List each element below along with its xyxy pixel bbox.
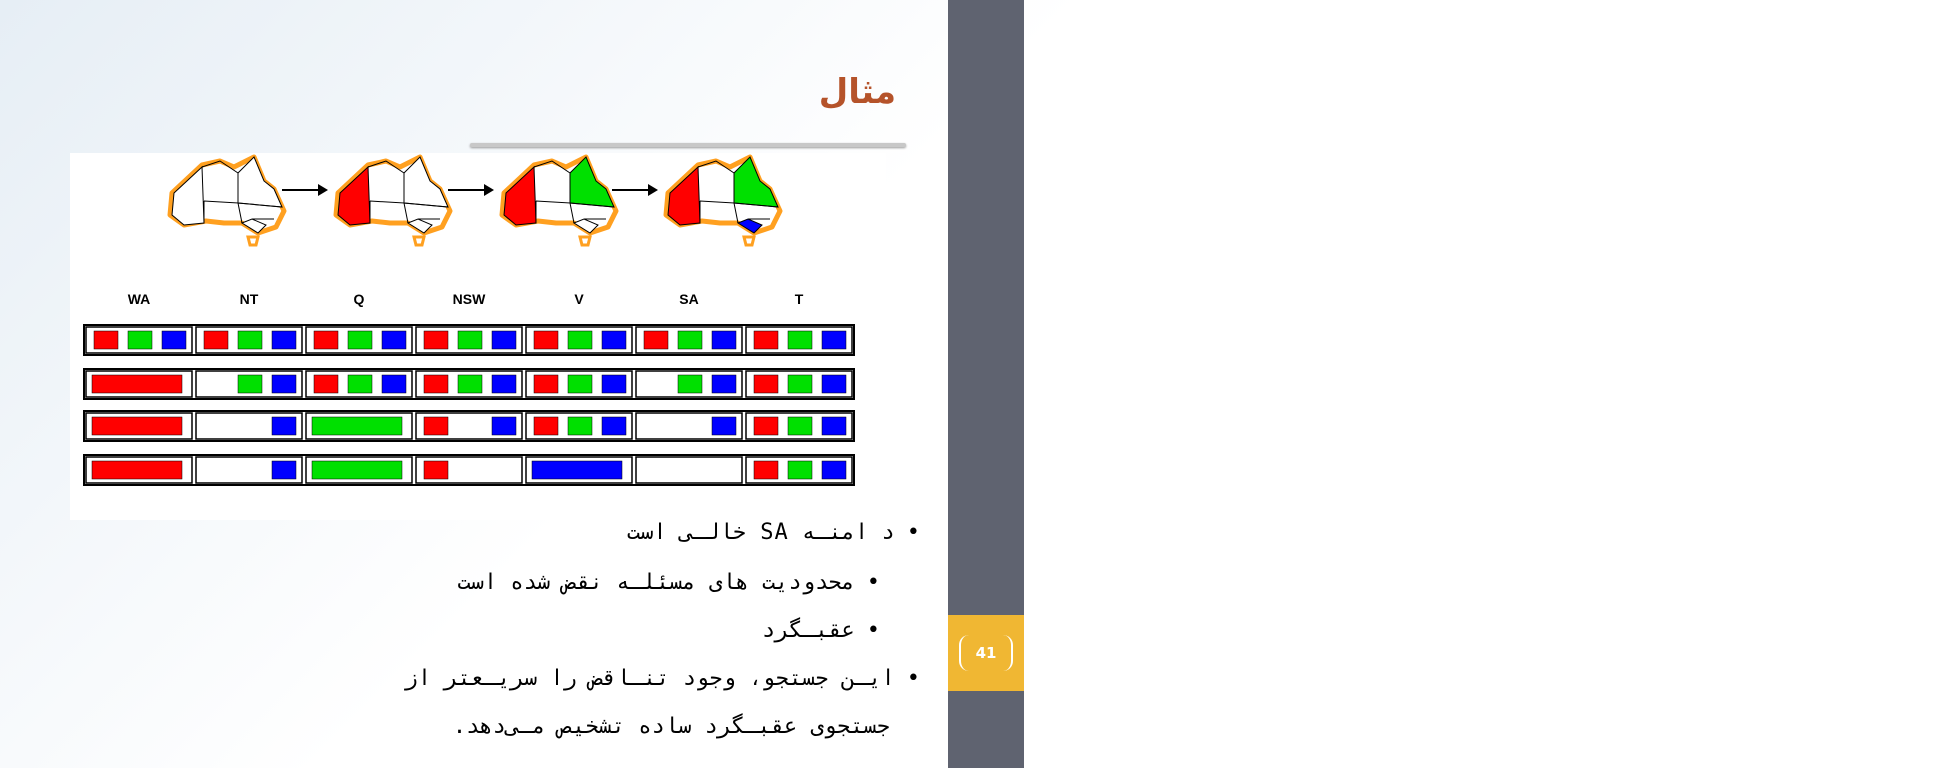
domain-value [788, 461, 812, 479]
domain-value [458, 331, 482, 349]
domain-value [678, 375, 702, 393]
tasmania [744, 237, 754, 245]
domain-value [602, 417, 626, 435]
domain-value [822, 417, 846, 435]
assigned-value [532, 461, 622, 479]
domain-value [712, 331, 736, 349]
domain-value [382, 331, 406, 349]
arrow-head [648, 184, 658, 196]
australia-map [666, 157, 780, 245]
csp-figure [70, 153, 886, 520]
bullet-dot: • [906, 520, 920, 545]
domain-value [534, 375, 558, 393]
bullet-item: •محدودیت های مسئلـه نقض شده است [457, 570, 880, 595]
bullet-item: •عقبـگرد [762, 618, 880, 643]
domain-value [534, 331, 558, 349]
australia-map [170, 157, 284, 245]
assigned-value [92, 375, 182, 393]
domain-value [424, 461, 448, 479]
domain-value [712, 375, 736, 393]
domain-value [382, 375, 406, 393]
domain-value [534, 417, 558, 435]
bullet-dot: • [866, 618, 880, 643]
assigned-value [92, 417, 182, 435]
domain-value [94, 331, 118, 349]
author-name: حسین دهقان [1907, 462, 1918, 518]
domain-value [568, 331, 592, 349]
bullet-continuation: جستجوی عقبـگرد ساده تشخیص مـی‌دهد. [452, 714, 890, 739]
domain-value [754, 461, 778, 479]
tasmania [414, 237, 424, 245]
domain-value [204, 331, 228, 349]
domain-value [238, 331, 262, 349]
column-header: V [574, 291, 584, 307]
slide-title: مثال [818, 72, 896, 112]
assigned-value [312, 417, 402, 435]
bullet-dot: • [866, 570, 880, 595]
domain-value [568, 417, 592, 435]
forward-checking-diagram [70, 153, 886, 520]
author-email: hd.dehghan@gmail.com [1923, 395, 1939, 585]
australia-map [336, 157, 450, 245]
domain-value [162, 331, 186, 349]
domain-value [348, 375, 372, 393]
domain-value [128, 331, 152, 349]
domain-value [822, 375, 846, 393]
australia-map [502, 157, 616, 245]
domain-value [568, 375, 592, 393]
column-header: NSW [452, 291, 486, 307]
domain-value [272, 331, 296, 349]
domain-value [348, 331, 372, 349]
bullet-item: •ایـن جستجو، وجود تنـاقض را سریـعتر از [404, 666, 920, 691]
bullet-dot: • [906, 666, 920, 691]
domain-value [458, 375, 482, 393]
assigned-value [312, 461, 402, 479]
domain-value [492, 417, 516, 435]
domain-value [788, 331, 812, 349]
assigned-value [92, 461, 182, 479]
domain-value [644, 331, 668, 349]
column-header: Q [353, 291, 365, 307]
domain-value [314, 375, 338, 393]
column-header: NT [239, 291, 259, 307]
domain-value [314, 331, 338, 349]
domain-value [678, 331, 702, 349]
domain-value [788, 375, 812, 393]
tasmania [580, 237, 590, 245]
arrow-head [484, 184, 494, 196]
bullet-item: •د امنـه SA خالـی است [626, 520, 920, 545]
domain-value [822, 461, 846, 479]
domain-value [788, 417, 812, 435]
domain-value [602, 331, 626, 349]
domain-value [492, 331, 516, 349]
tasmania [248, 237, 258, 245]
column-header: T [794, 291, 804, 307]
domain-cell [636, 457, 742, 483]
domain-value [272, 417, 296, 435]
domain-value [822, 331, 846, 349]
column-header: WA [127, 291, 151, 307]
domain-value [712, 417, 736, 435]
domain-value [754, 417, 778, 435]
domain-value [754, 375, 778, 393]
column-header: SA [679, 291, 699, 307]
domain-value [424, 417, 448, 435]
domain-value [424, 375, 448, 393]
domain-value [602, 375, 626, 393]
page-number: 41 [959, 635, 1013, 671]
page-number-box [948, 615, 1024, 691]
domain-value [272, 375, 296, 393]
domain-value [424, 331, 448, 349]
title-divider [470, 143, 906, 147]
arrow-head [318, 184, 328, 196]
domain-value [272, 461, 296, 479]
domain-value [754, 331, 778, 349]
domain-value [238, 375, 262, 393]
domain-value [492, 375, 516, 393]
